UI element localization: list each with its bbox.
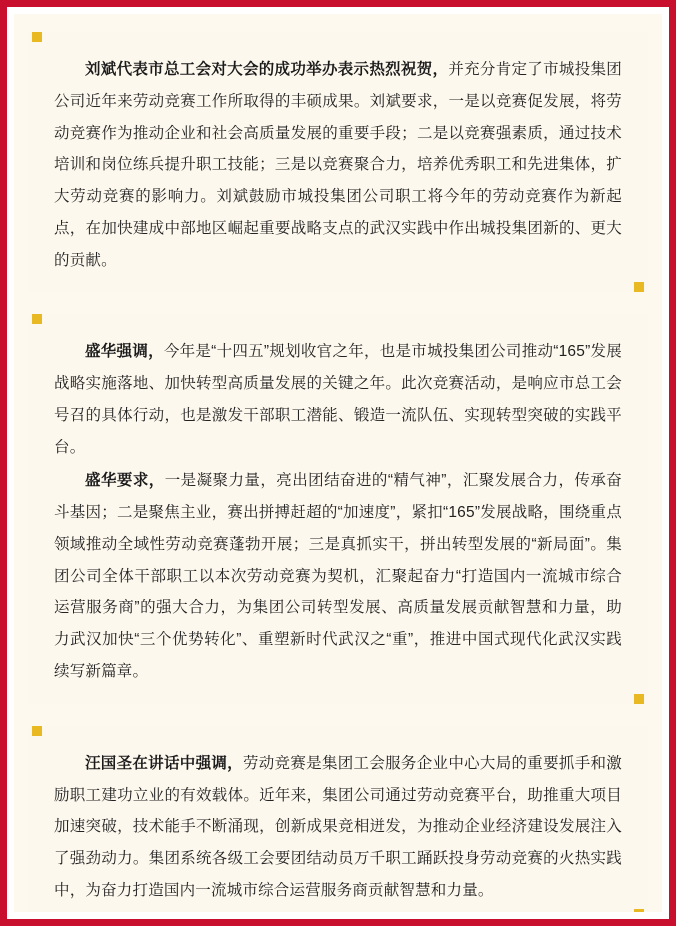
corner-marker-icon — [32, 32, 42, 42]
corner-marker-icon — [634, 282, 644, 292]
paragraph-body: 劳动竞赛是集团工会服务企业中心大局的重要抓手和激励职工建功立业的有效载体。近年来，集团公司通过劳动竞赛平台，助推重大项目加速突破，技术能手不断涌现，创新成果竞相迸发，为推动企业经济建设发展注入了强劲动力。集团系统各级工会要团结动员万千职工踊跃投身劳动竞赛的火热实践中，为奋力打造国内一流城市综合运营服务商贡献智慧和力量。 — [54, 754, 622, 899]
corner-marker-icon — [32, 314, 42, 324]
paragraph — [54, 336, 622, 463]
paragraph — [54, 465, 622, 687]
paragraph-body: 并充分肯定了市城投集团公司近年来劳动竞赛工作所取得的丰硕成果。刘斌要求，一是以竞赛促发展，将劳动竞赛作为推动企业和社会高质量发展的重要手段；二是以竞赛强素质，通过技术培训和岗位练兵提升职工技能；三是以竞赛聚合力，培养优秀职工和先进集体，扩大劳动竞赛的影响力。刘斌鼓励市城投集团公司职工将今年的劳动竞赛作为新起点，在加快建成中部地区崛起重要战略支点的武汉实践中作出城投集团新的、更大的贡献。 — [54, 61, 622, 269]
corner-marker-icon — [634, 694, 644, 704]
paragraph-body: 今年是“十四五”规划收官之年，也是市城投集团公司推动“165”发展战略实施落地、加快转型高质量发展的关键之年。此次竞赛活动，是响应市总工会号召的具体行动，也是激发干部职工潜能、锻造一流队伍、实现转型突破的实践平台。 — [54, 343, 622, 456]
paragraph — [54, 54, 622, 276]
document-body — [14, 14, 662, 912]
paragraph — [54, 748, 622, 907]
corner-marker-icon — [32, 726, 42, 736]
section-wang-guosheng — [28, 726, 648, 912]
paragraph-body: 一是凝聚力量，亮出团结奋进的“精气神”，汇聚发展合力，传承奋斗基因；二是聚焦主业，赛出拼搏赶超的“加速度”，紧扣“165”发展战略，围绕重点领域推动全域性劳动竞赛蓬勃开展；三是真抓实干，拼出转型发展的“新局面”。集团公司全体干部职工以本次劳动竞赛为契机，汇聚起奋力“打造国内一流城市综合运营服务商”的强大合力，为集团公司转型发展、高质量发展贡献智慧和力量，助力武汉加快“三个优势转化”、重塑新时代武汉之“重”，推进中国式现代化武汉实践续写新篇章。 — [54, 472, 622, 681]
section-liu-bin — [28, 32, 648, 292]
section-sheng-hua — [28, 314, 648, 703]
corner-marker-icon — [634, 909, 644, 912]
paragraph-lead: 刘斌代表市总工会对大会的成功举办表示热烈祝贺， — [85, 61, 449, 78]
paragraph-lead: 盛华要求， — [85, 472, 165, 490]
paragraph-lead: 盛华强调， — [85, 343, 164, 361]
paragraph-lead: 汪国圣在讲话中强调， — [85, 754, 243, 772]
